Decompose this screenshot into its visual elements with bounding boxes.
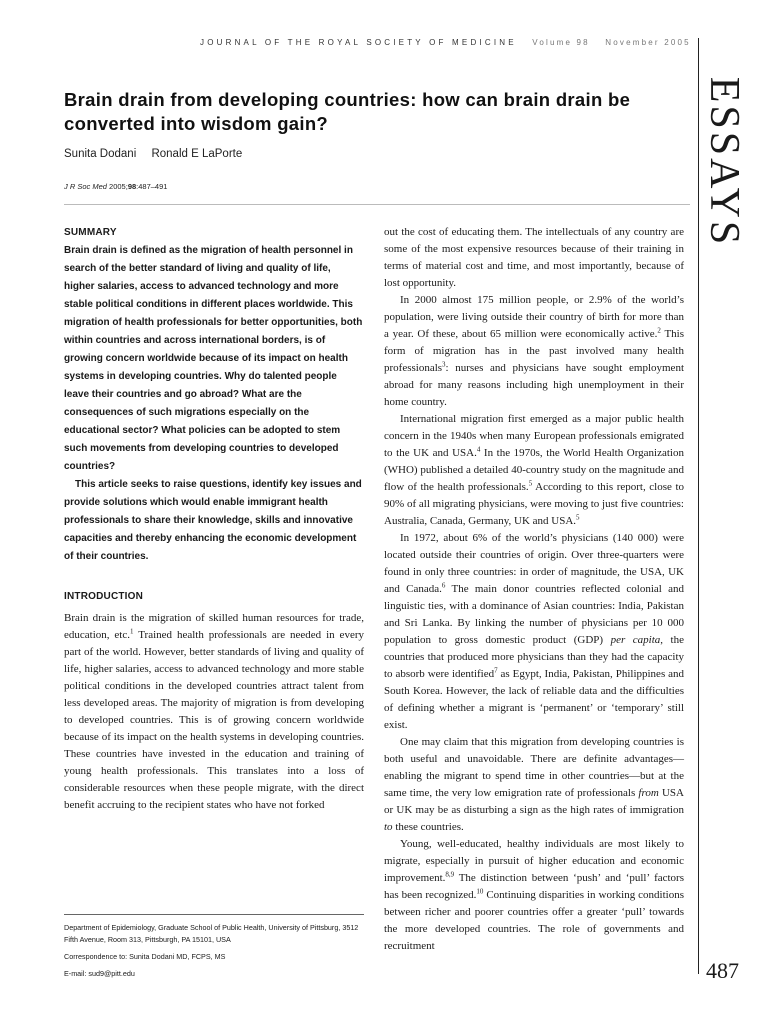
reference-marker[interactable]: 5 xyxy=(528,479,533,488)
introduction-section xyxy=(64,588,364,814)
reference-marker[interactable]: 8,9 xyxy=(445,870,455,879)
citation-pages: :487–491 xyxy=(136,182,168,191)
header-divider xyxy=(64,204,690,205)
left-column xyxy=(64,224,364,814)
citation-year: 2005; xyxy=(109,182,128,191)
body-paragraph: Brain drain is the migration of skilled human resources for trade, education, etc.$^1$ Trained health professionals are needed in every part of the world. However, better standards of living and quality of life, higher salaries, access to advanced technology and more stable political conditions in the developed countries attract talent from less developed areas. The majority of migration is from developing to developed countries. This is of growing concern worldwide because of its impact on the health systems in developing countries. These countries have invested in the education and training of young health professionals. This translates into a loss of considerable resources when these people migrate, with the direct benefit accruing to the recipient states who have not forked xyxy=(64,612,364,811)
body-paragraph: One may claim that this migration from developing countries is both useful and unavoidable. There are definite advantages—enabling the migrant to spend time in other countries—but at the same time, the very low emigration rate of professionals from USA or UK may be as disturbing a sign as the high rates of immigration to these countries. xyxy=(384,736,684,833)
running-head xyxy=(200,38,690,47)
summary-heading: SUMMARY xyxy=(64,227,117,238)
body-paragraph: In 1972, about 6% of the world’s physicians (140 000) were located outside their countries of origin. Over three-quarters were found in only three countries: in order of magnitude, the USA, UK and Canada.$^6$ The main donor countries reflected colonial and linguistic ties, with a dominance of Asian countries: India, Pakistan and Sri Lanka. By linking the number of physicians per 10 000 population to gross domestic product (GDP) per capita, the countries that produced more physicians than they had the capacity to absorb were identified$^7$ as Egypt, India, Pakistan, Philippines and South Korea. However, the lack of reliable data and the difficulties of defining whether a migrant is ‘permanent’ or ‘temporary’ still exist. xyxy=(384,532,685,731)
body-paragraph: out the cost of educating them. The intellectuals of any country are some of the most expensive resources because of their training in terms of material cost and time, and most importantly, because of lost opportunity. xyxy=(384,226,684,289)
reference-marker[interactable]: 5 xyxy=(576,513,580,522)
page-number: 487 xyxy=(706,958,739,983)
reference-marker[interactable]: 6 xyxy=(441,581,446,590)
reference-marker[interactable]: 10 xyxy=(476,887,484,896)
journal-date: November 2005 xyxy=(605,38,691,47)
right-column xyxy=(384,224,684,955)
reference-marker[interactable]: 4 xyxy=(476,445,481,454)
reference-marker[interactable]: 2 xyxy=(657,326,661,335)
author-name: Ronald E LaPorte xyxy=(151,148,243,160)
body-paragraph: In 2000 almost 175 million people, or 2.9% of the world’s population, were living outside their country of birth for more than a year. Of these, about 65 million were economically active.$^2$ This form of migration has in the past involved many health professionals$^3$: nurses and physicians have sought employment abroad for many reasons including high unemployment in their home country. xyxy=(384,294,685,408)
footnote-divider xyxy=(64,914,364,915)
author-list xyxy=(64,148,242,160)
journal-name: JOURNAL OF THE ROYAL SOCIETY OF MEDICINE xyxy=(200,38,517,47)
article-title: Brain drain from developing countries: how can brain drain be converted into wisdom gain? xyxy=(64,89,631,134)
introduction-heading: INTRODUCTION xyxy=(64,591,144,602)
section-label xyxy=(693,76,755,248)
citation-journal: J R Soc Med xyxy=(64,182,107,191)
email-note: E-mail: sud9@pitt.edu xyxy=(64,969,135,978)
section-label-text: ESSAYS xyxy=(701,76,747,248)
summary-paragraph: This article seeks to raise questions, identify key issues and provide solutions which would enable immigrant health professionals to share their knowledge, skills and innovative capacities and thereby enhancing the economic development of their countries. xyxy=(64,479,362,562)
summary-paragraph: Brain drain is defined as the migration of health personnel in search of the better standard of living and quality of life, higher salaries, access to advanced technology and more stable political conditions in different places worldwide. This migration of health professionals for better opportunities, both within countries and across international borders, is of growing concern worldwide because of its impact on health systems in developing countries. Why do talented people leave their countries and go abroad? What are the consequences of such migrations especially on the educational sector? What policies can be adopted to stem such movements from developing countries to developed countries? xyxy=(64,245,363,472)
footnotes xyxy=(64,922,364,980)
author-name: Sunita Dodani xyxy=(64,148,137,160)
summary-section xyxy=(64,224,364,566)
body-paragraph: Young, well-educated, healthy individuals are most likely to migrate, especially in pursuit of higher education and economic improvement.$^{8,9}$ The distinction between ‘push’ and ‘pull’ factors has been recognized.$^{10}$ Continuing disparities in working conditions between richer and poorer countries offer a greater ‘pull’ towards the more developed countries. The role of governments and recruitment xyxy=(384,838,684,952)
reference-marker[interactable]: 1 xyxy=(130,627,134,636)
citation-volume: 98 xyxy=(127,182,137,191)
reference-marker[interactable]: 7 xyxy=(494,666,498,675)
correspondence-note: Correspondence to: Sunita Dodani MD, FCPS, MS xyxy=(64,952,226,961)
journal-volume: Volume 98 xyxy=(532,38,590,47)
reference-marker[interactable]: 3 xyxy=(442,360,446,369)
affiliation-note: Department of Epidemiology, Graduate School of Public Health, University of Pittsburg, 3512 Fifth Avenue, Room 313, Pittsburgh, PA 15101, USA xyxy=(64,923,359,944)
citation xyxy=(64,182,167,191)
body-paragraph: International migration first emerged as a major public health concern in the 1940s when many European professionals emigrated to the UK and USA.$^4$ In the 1970s, the World Health Organization (WHO) published a detailed 40-country study on the magnitude and flow of the health professionals.$^5$ According to this report, close to 90% of all migrating physicians, were moving to just five countries: Australia, Canada, Germany, UK and USA.$^5$ xyxy=(384,413,684,527)
